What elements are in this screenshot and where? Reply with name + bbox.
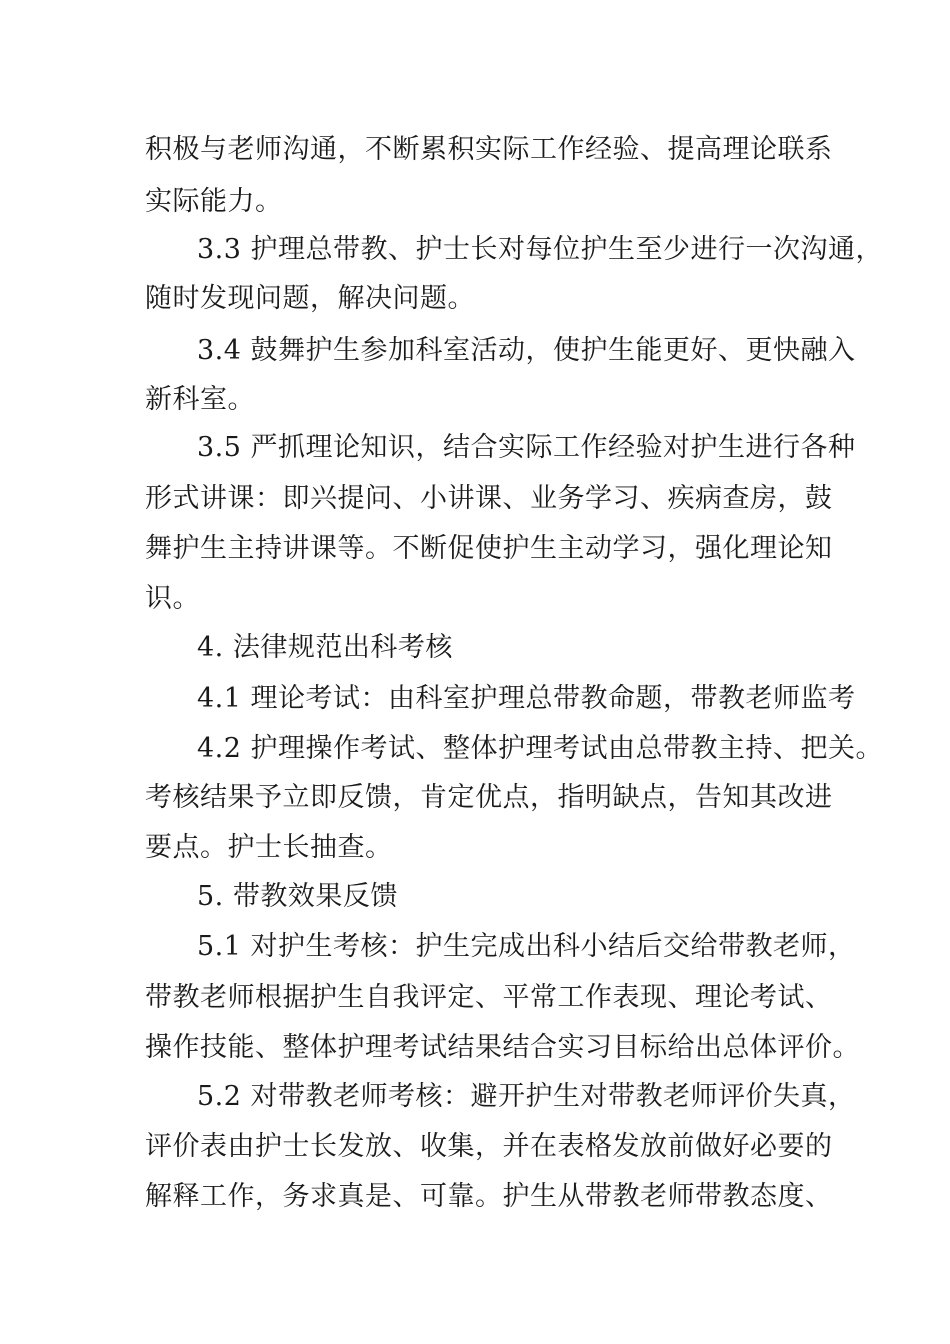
text-line: 解释工作，务求真是、可靠。护生从带教老师带教态度、	[145, 1181, 833, 1212]
text-line: 新科室。	[145, 384, 255, 415]
text-line: 实际能力。	[145, 186, 283, 217]
text-line: 3.3 护理总带教、护士长对每位护生至少进行一次沟通，	[197, 234, 884, 265]
text-line: 4.2 护理操作考试、整体护理考试由总带教主持、把关。	[197, 733, 884, 764]
text-line: 识。	[145, 583, 200, 614]
text-line: 要点。护士长抽查。	[145, 832, 393, 863]
text-line: 评价表由护士长发放、收集，并在表格发放前做好必要的	[145, 1131, 833, 1162]
text-line: 积极与老师沟通，不断累积实际工作经验、提高理论联系	[145, 134, 833, 165]
text-line: 随时发现问题，解决问题。	[145, 283, 475, 314]
text-line: 操作技能、整体护理考试结果结合实习目标给出总体评价。	[145, 1032, 860, 1063]
text-line: 形式讲课：即兴提问、小讲课、业务学习、疾病查房，鼓	[145, 483, 833, 514]
text-line: 4.1 理论考试：由科室护理总带教命题，带教老师监考	[197, 683, 856, 714]
text-line: 5.2 对带教老师考核：避开护生对带教老师评价失真，	[197, 1081, 856, 1112]
text-line: 5.1 对护生考核：护生完成出科小结后交给带教老师，	[197, 931, 856, 962]
text-line: 5. 带教效果反馈	[197, 881, 398, 912]
text-line: 3.4 鼓舞护生参加科室活动，使护生能更好、更快融入	[197, 335, 856, 366]
text-line: 3.5 严抓理论知识，结合实际工作经验对护生进行各种	[197, 432, 856, 463]
text-line: 带教老师根据护生自我评定、平常工作表现、理论考试、	[145, 982, 833, 1013]
text-line: 4. 法律规范出科考核	[197, 632, 453, 663]
text-line: 考核结果予立即反馈，肯定优点，指明缺点，告知其改进	[145, 782, 833, 813]
text-line: 舞护生主持讲课等。不断促使护生主动学习，强化理论知	[145, 533, 833, 564]
